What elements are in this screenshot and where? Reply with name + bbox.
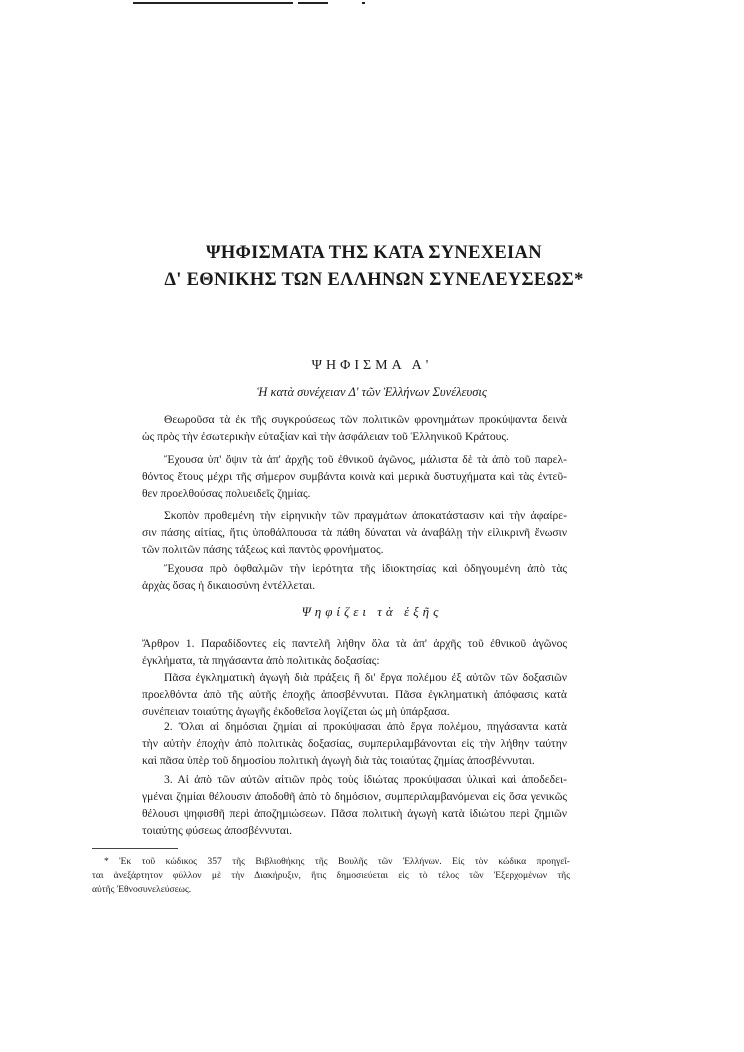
text-line: Ἔχουσα πρὸ ὀφθαλμῶν τὴν ἱερότητα τῆς ἰδιοκτησίας καὶ ὁδηγουμένη ἀπὸ τὰς [164,562,567,575]
preamble-paragraph [142,451,567,502]
text-line: ἐγκλήματα, τὰ πηγάσαντα ἀπὸ πολιτικὰς δοξασίας: [142,654,380,667]
text-line: Πᾶσα ἐγκληματικὴ ἀγωγὴ διὰ πράξεις ἢ δι' ἔργα πολέμου ἐξ αὐτῶν τῶν δοξασιῶν [164,671,567,684]
text-line: Ἄρθρον 1. Παραδίδοντες εἰς παντελῆ λήθην ὅλα τὰ ἀπ' ἀρχῆς τοῦ ἐθνικοῦ ἀγῶνος [142,637,567,650]
text-line: Ἔχουσα ὑπ' ὄψιν τὰ ἀπ' ἀρχῆς τοῦ ἐθνικοῦ ἀγῶνος, μάλιστα δὲ τὰ ἀπὸ τοῦ παρελ- [164,453,567,466]
top-mark [362,2,365,4]
text-line: ὡς πρὸς τὴν ἐσωτερικὴν εὐταξίαν καὶ τὴν ἀσφάλειαν τοῦ Ἑλληνικοῦ Κράτους. [142,430,509,443]
article-1 [142,635,567,720]
footnote-line: ται ἀνεξάρτητον φύλλον μὲ τὴν Διακήρυξιν, ἥτις δημοσιεύεται εἰς τὸ τέλος τῶν Ἐξερχομένων τῆς [92,870,570,881]
text-line: θεν προελθούσας πολυειδεῖς ζημίας. [142,487,311,500]
text-line: γμέναι ζημίαι θέλουσιν ἀποδοθῆ ἀπὸ τὸ δημόσιον, συμπεριλαμβανόμεναι εἰς ὅσα γενικῶς [142,790,567,803]
text-line: τοιαύτης φύσεως ἀποσβέννυται. [142,824,292,837]
text-line: θέλουσι ψηφισθῆ περὶ ἀποζημιώσεων. Πᾶσα πολιτικὴ ἀγωγὴ κατὰ ἰδιώτου περὶ ζημιῶν [142,807,567,820]
article-3 [142,771,567,839]
footnote-rule [92,848,178,849]
text-line: Σκοπὸν προθεμένη τὴν εἰρηνικὴν τῶν πραγμάτων ἀποκατάστασιν καὶ τὴν ἀφαίρε- [164,509,567,522]
text-line: 2. Ὅλαι αἱ δημόσιαι ζημίαι αἱ προκύψασαι ἀπὸ ἔργα πολέμου, πηγάσαντα κατὰ [164,720,567,733]
document-title-line-2: Δ' ΕΘΝΙΚΗΣ ΤΩΝ ΕΛΛΗΝΩΝ ΣΥΝΕΛΕΥΣΕΩΣ* [164,270,584,290]
text-line: τῶν πολιτῶν πάσης τάξεως καὶ παντὸς φρονήματος. [142,543,384,556]
text-line: προελθόντα ἀπὸ τῆς αὐτῆς ἐποχῆς ἀποσβέννυται. Πᾶσα ἐγκληματικὴ ἀπόφασις κατὰ [142,688,567,701]
decree-heading: ΨΗΦΙΣΜΑ Α' [311,358,433,373]
text-line: Θεωροῦσα τὰ ἐκ τῆς συγκρούσεως τῶν πολιτικῶν φρονημάτων προκύψαντα δεινὰ [164,413,567,426]
preamble-paragraph [142,560,567,594]
footnote [92,855,570,897]
text-line: σιν πάσης αἰτίας, ἥτις ὑποθάλπουσα τὰ πάθη δύναται νὰ ἀναβάλῃ τὴν εἰλικρινῆ ἕνωσιν [142,526,567,539]
preamble-paragraph [142,411,567,445]
footnote-line: * Ἐκ τοῦ κώδικος 357 τῆς Βιβλιοθήκης τῆς Βουλῆς τῶν Ἑλλήνων. Εἰς τὸν κώδικα προηγεῖ- [104,856,570,867]
decrees-heading: Ψηφίζει τὰ ἑξῆς [301,604,443,619]
top-rule [133,2,293,4]
text-line: καὶ πᾶσα ὑπὲρ τοῦ δημοσίου πολιτικὴ ἀγωγὴ διὰ τὰς τοιαύτας ζημίας ἀποσβέννυται. [142,754,535,767]
text-line: 3. Αἱ ἀπὸ τῶν αὐτῶν αἰτιῶν πρὸς τοὺς ἰδιώτας προκύψασαι ὑλικαὶ καὶ ἀποδεδει- [164,773,567,786]
text-line: συνέπειαν τοιαύτης ἀγωγῆς ἐκδοθεῖσα λογίζεται ὡς μὴ ὑπάρξασα. [142,705,450,718]
top-rule [298,2,328,4]
footnote-line: αὐτῆς Ἐθνοσυνελεύσεως. [92,884,192,895]
preamble-paragraph [142,507,567,558]
document-title-line-1: ΨΗΦΙΣΜΑΤΑ ΤΗΣ ΚΑΤΑ ΣΥΝΕΧΕΙΑΝ [206,243,542,263]
assembly-subheading: Ἡ κατὰ συνέχειαν Δ' τῶν Ἑλλήνων Συνέλευσις [257,385,487,399]
article-2 [142,718,567,769]
text-line: θόντος ἔτους μέχρι τῆς σήμερον συμβάντα κοινὰ καὶ μερικὰ δυστυχήματα καὶ τὰς ἐντεῦ- [142,470,567,483]
text-line: ἀρχὰς ὅσας ἡ δικαιοσύνη ἐντέλλεται. [142,579,316,592]
text-line: τὴν αὐτὴν ἐποχὴν ἀπὸ πολιτικὰς δοξασίας, συμπεριλαμβάνονται εἰς τὴν λήθην ταύτην [142,737,567,750]
